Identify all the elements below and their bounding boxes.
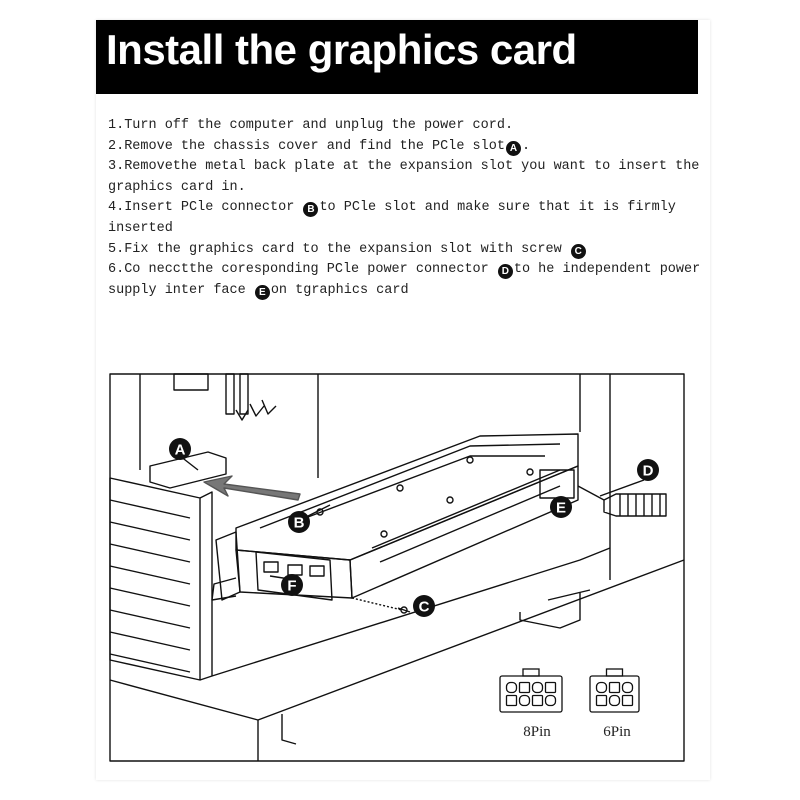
screw-guide-line bbox=[352, 598, 402, 610]
step-line: 3.Removethe metal back plate at the expansion slot you want to insert the bbox=[108, 159, 700, 175]
connector-8pin-label: 8Pin bbox=[523, 724, 551, 740]
insertion-arrow bbox=[204, 476, 300, 500]
expansion-slot-covers bbox=[110, 478, 212, 680]
connector-pin bbox=[546, 696, 556, 706]
callout-marker-b: B bbox=[303, 202, 318, 217]
callout-f bbox=[281, 574, 303, 596]
callout-marker-a: A bbox=[506, 141, 521, 156]
connector-pin bbox=[546, 683, 556, 693]
connector-pin bbox=[623, 696, 633, 706]
connector-pin bbox=[610, 696, 620, 706]
callout-d bbox=[637, 459, 659, 481]
callout-e-label: E bbox=[555, 499, 567, 517]
callout-c bbox=[413, 595, 435, 617]
connector-pin bbox=[520, 683, 530, 693]
step-line: 6.Co necctthe coresponding PCle power connector D to he independent power bbox=[108, 262, 701, 278]
connector-latch bbox=[607, 669, 623, 676]
case-floor-back bbox=[212, 548, 610, 676]
callout-a bbox=[169, 438, 191, 460]
connector-latch bbox=[523, 669, 539, 676]
callout-e bbox=[550, 496, 572, 518]
callout-marker-e: E bbox=[255, 285, 270, 300]
callout-d-label: D bbox=[642, 462, 654, 480]
step-line: 1.Turn off the computer and unplug the power cord. bbox=[108, 118, 514, 133]
callout-b bbox=[288, 511, 310, 533]
connector-pin bbox=[623, 683, 633, 693]
page-title: Install the graphics card bbox=[106, 26, 577, 73]
callout-f-label: F bbox=[287, 577, 297, 595]
callout-c-label: C bbox=[418, 598, 430, 616]
connector-pin bbox=[507, 696, 517, 706]
step-line: graphics card in. bbox=[108, 179, 246, 195]
connector-pin bbox=[520, 696, 530, 706]
callout-marker-c: C bbox=[571, 244, 586, 259]
graphics-card bbox=[212, 434, 578, 600]
step-line: supply inter face E on tgraphics card bbox=[108, 282, 409, 298]
step-line: 2.Remove the chassis cover and find the PCle slot A . bbox=[108, 138, 531, 154]
power-cable bbox=[578, 486, 604, 500]
connector-8pin bbox=[500, 669, 562, 712]
top-bracket bbox=[174, 374, 208, 390]
power-connector-plug bbox=[604, 494, 666, 516]
step-line: inserted bbox=[108, 220, 173, 236]
callout-a-label: A bbox=[174, 441, 186, 459]
case-foot-left bbox=[282, 714, 296, 744]
connector-pin bbox=[610, 683, 620, 693]
connector-6pin-label: 6Pin bbox=[603, 724, 631, 740]
connector-housing bbox=[590, 676, 639, 712]
connector-pin bbox=[533, 696, 543, 706]
callout-b-label: B bbox=[293, 514, 305, 532]
connector-pin bbox=[597, 683, 607, 693]
step-line: 5.Fix the graphics card to the expansion slot with screw C bbox=[108, 240, 688, 261]
connector-pin bbox=[533, 683, 543, 693]
connector-pin bbox=[597, 696, 607, 706]
step-line: 4.Insert PCle connector B to PCle slot and make sure that it is firmly bbox=[108, 200, 676, 216]
connector-6pin bbox=[590, 669, 639, 712]
floor-tab bbox=[548, 590, 590, 600]
pcie-retention-clips bbox=[226, 374, 276, 420]
callout-marker-d: D bbox=[498, 264, 513, 279]
connector-pin bbox=[507, 683, 517, 693]
connector-housing bbox=[500, 676, 562, 712]
